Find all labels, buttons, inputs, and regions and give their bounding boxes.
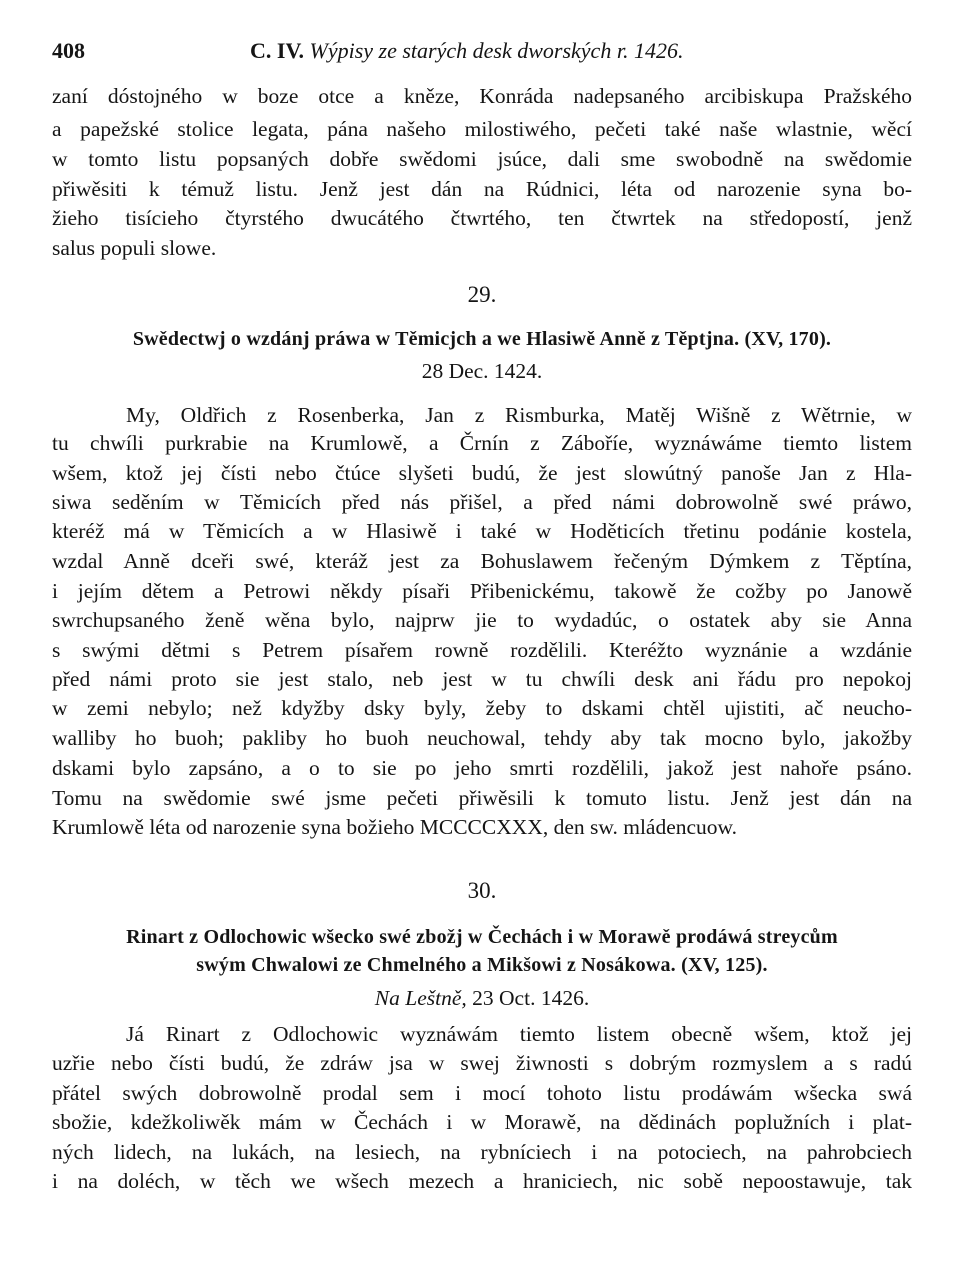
document-heading: Swědectwj o wzdánj práwa w Těmicjch a we Hlasiwě Anně z Těptjna. (XV, 170). [132, 328, 832, 350]
body-line: dskami bylo zapsáno, a o to sie po jeho smrti rozdělili, jakož jest nahoře psáno. [52, 756, 912, 780]
document-date-place: Na Leštně, [374, 986, 467, 1010]
body-line: Tomu na swědomie swé jsme pečeti přiwěsili k tomuto listu. Jenž jest dán na [52, 786, 912, 810]
body-line: ných lidech, na lukách, na lesiech, na rybníciech i na potociech, na pahrobciech [52, 1140, 912, 1164]
body-line: w zemi nebylo; než kdyžby dsky byly, žeby to dskami chtěl ujistiti, ač neucho- [52, 696, 912, 720]
body-line: Krumlowě léta od narozenie syna božieho MCCCCXXX, den sw. mládencuow. [52, 815, 738, 839]
document-date-value: 23 Oct. 1426. [472, 986, 590, 1010]
document-number: 30. [467, 878, 497, 903]
document-date-value: 28 Dec. 1424. [421, 359, 543, 383]
body-line: i jejím dětem a Petrowi někdy písaři Přibenickému, takowě že cožby po Janowě [52, 579, 912, 603]
body-line: před námi proto sie jest stalo, neb jest w tu chwíli desk ani řádu pro nepokoj [52, 667, 912, 691]
intro-line: zaní dóstojného w boze otce a kněze, Konráda nadepsaného arcibiskupa Pražského [52, 84, 912, 108]
chapter-label: C. IV. [250, 38, 305, 63]
body-line: kteréž má w Těmicích a w Hlasiwě i také w Hoděticích třetinu podánie kostela, [52, 519, 912, 543]
document-number: 29. [467, 282, 497, 307]
running-title-text: Wýpisy ze starých desk dworských r. 1426. [309, 38, 684, 63]
body-line: walliby ho buoh; pakliby ho buoh neuchowal, tehdy aby tak mocno bylo, jakožby [52, 726, 912, 750]
body-line: tu chwíli purkrabie na Krumlowě, a Črnín z Záboříe, wyznáwáme tiemto listem [52, 431, 912, 455]
document-heading: swým Chwalowi ze Chmelného a Mikšowi z Nosákowa. (XV, 125). [196, 954, 768, 976]
intro-line: žieho tisícieho čtyrstého dwucátého čtwrtého, ten čtwrtek na středopostí, jenž [52, 206, 912, 230]
page-number: 408 [52, 38, 85, 63]
body-line: sbožie, kdežkoliwěk mám w Čechách i w Morawě, na dědinách poplužních i plat- [52, 1110, 912, 1134]
document-date [52, 356, 912, 386]
body-line: s swými dětmi s Petrem písařem rowně rozdělili. Kteréžto wyznánie a wzdánie [52, 638, 912, 662]
body-line: siwa seděním w Těmicích před nás přišel, a před námi dobrowolně swé práwo, [52, 490, 912, 514]
body-line: swrchupsaného ženě wěna bylo, najprw jie to wydadúc, o ostatek aby sie Anna [52, 608, 912, 632]
body-line: Já Rinart z Odlochowic wyznáwám tiemto listem obecně wšem, ktož jej [126, 1022, 912, 1046]
body-line: uzřie nebo čísti budú, že zdráw jsa w swej žiwnosti s dobrým rozmyslem a s radú [52, 1051, 912, 1075]
body-line: přátel swých dobrowolně prodal sem i mocí tohoto listu prodáwám wšecka swá [52, 1081, 912, 1105]
intro-line: salus populi slowe. [52, 236, 217, 260]
intro-line: a papežské stolice legata, pána našeho milostiwého, pečeti také naše wlastnie, wěcí [52, 117, 912, 141]
intro-line: přiwěsiti k témuž listu. Jenž jest dán na Rúdnici, léta od narozenie syna bo- [52, 177, 912, 201]
intro-line: w tomto listu popsaných dobře swědomi jsúce, dali sme swobodně na swědomie [52, 147, 912, 171]
page-header [52, 38, 912, 70]
document-date [52, 983, 912, 1013]
document-heading: Rinart z Odlochowic wšecko swé zbožj w Čechách i w Morawě prodáwá streycům [126, 926, 838, 948]
body-line: My, Oldřich z Rosenberka, Jan z Rismburka, Matěj Wišně z Wětrnie, w [126, 403, 912, 427]
running-title [250, 38, 683, 64]
body-line: i na doléch, w těch we wšech mezech a hraniciech, nic sobě nepoostawuje, tak [52, 1169, 912, 1193]
body-line: wzdal Anně dceři swé, kteráž jest za Bohuslawem řečeným Dýmkem z Těptína, [52, 549, 912, 573]
body-line: wšem, ktož jej čísti nebo čtúce slyšeti budú, že jest slowútný panoše Jan z Hla- [52, 461, 912, 485]
